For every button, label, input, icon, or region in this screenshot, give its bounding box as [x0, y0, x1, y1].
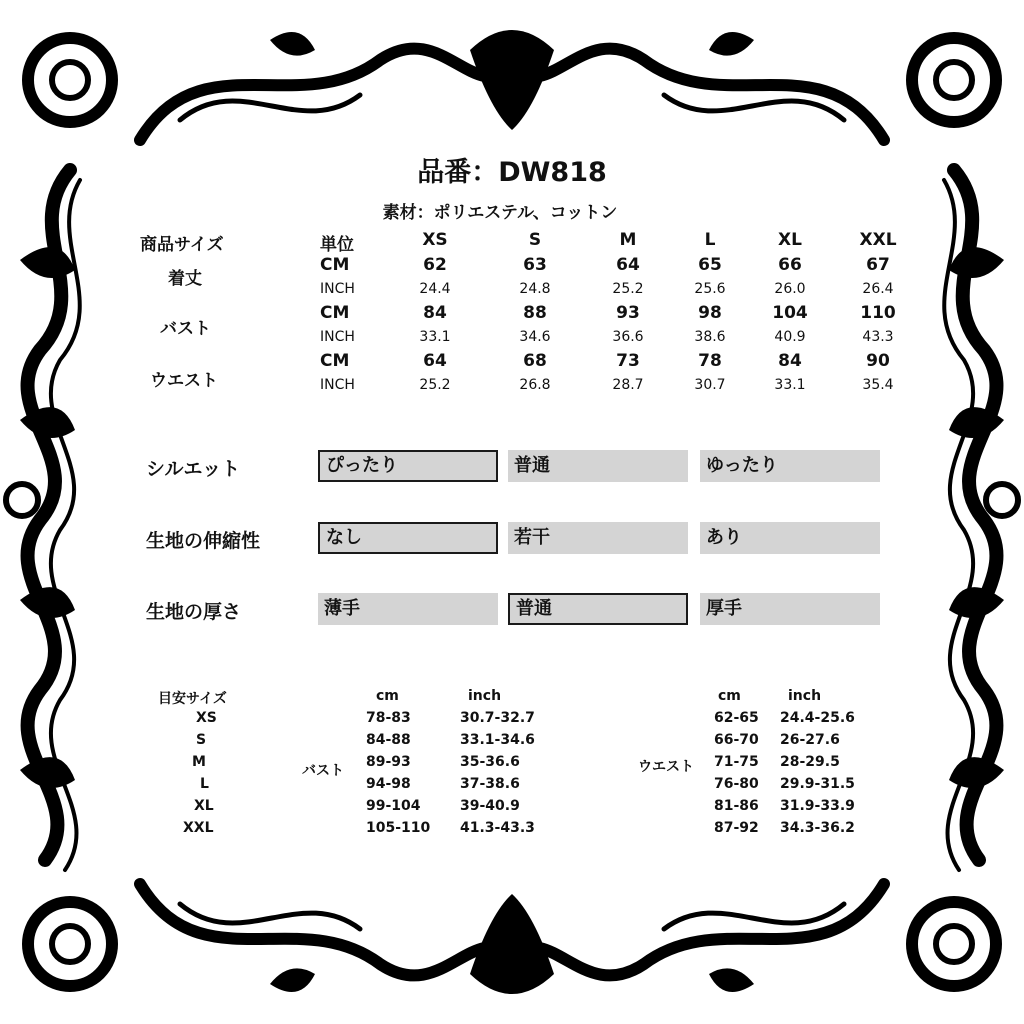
bust-inch-value: 35-36.6 — [460, 754, 520, 770]
waist-inch-value: 34.3-36.2 — [780, 820, 855, 836]
size-table-label-header: 商品サイズ — [140, 235, 224, 255]
unit-cm: CM — [320, 255, 350, 275]
attribute-option: 普通 — [508, 450, 688, 482]
inch-value: 38.6 — [694, 329, 726, 345]
cm-value: 62 — [423, 255, 447, 275]
attribute-option: 若干 — [508, 522, 688, 554]
waist-cm-value: 62-65 — [714, 710, 759, 726]
cm-value: 98 — [698, 303, 722, 323]
waist-cm-value: 87-92 — [714, 820, 759, 836]
cm-value: 84 — [778, 351, 802, 371]
attribute-option-selected: ぴったり — [318, 450, 498, 482]
guide-size: XS — [196, 710, 217, 726]
waist-inch-value: 29.9-31.5 — [780, 776, 855, 792]
inch-value: 26.4 — [862, 281, 894, 297]
waist-inch-header: inch — [788, 688, 822, 704]
waist-cm-value: 76-80 — [714, 776, 759, 792]
bust-inch-header: inch — [468, 688, 502, 704]
size-table-unit-header: 単位 — [320, 235, 354, 255]
waist-cm-header: cm — [718, 688, 741, 704]
waist-cm-value: 71-75 — [714, 754, 759, 770]
inch-value: 36.6 — [612, 329, 644, 345]
attribute-option-selected: 普通 — [508, 593, 688, 625]
material-text: 素材：ポリエステル、コットン — [382, 203, 618, 223]
measure-label: バスト — [160, 319, 211, 339]
bust-inch-value: 30.7-32.7 — [460, 710, 535, 726]
waist-inch-value: 28-29.5 — [780, 754, 840, 770]
bust-cm-value: 99-104 — [366, 798, 421, 814]
measure-label: ウエスト — [150, 371, 218, 391]
size-header-l: L — [704, 230, 716, 250]
bust-cm-value: 94-98 — [366, 776, 411, 792]
inch-value: 43.3 — [862, 329, 894, 345]
bust-cm-value: 105-110 — [366, 820, 431, 836]
size-header-xs: XS — [422, 230, 448, 250]
waist-cm-value: 66-70 — [714, 732, 759, 748]
cm-value: 63 — [523, 255, 547, 275]
inch-value: 30.7 — [694, 377, 726, 393]
bust-inch-value: 41.3-43.3 — [460, 820, 535, 836]
unit-cm: CM — [320, 351, 350, 371]
guide-size: XL — [194, 798, 214, 814]
size-header-xxl: XXL — [859, 230, 897, 250]
waist-label: ウエスト — [638, 759, 694, 775]
inch-value: 33.1 — [774, 377, 806, 393]
inch-value: 26.0 — [774, 281, 806, 297]
bust-cm-value: 78-83 — [366, 710, 411, 726]
cm-value: 93 — [616, 303, 640, 323]
cm-value: 78 — [698, 351, 722, 371]
inch-value: 25.2 — [612, 281, 644, 297]
bust-cm-header: cm — [376, 688, 399, 704]
inch-value: 28.7 — [612, 377, 644, 393]
attribute-option: 薄手 — [318, 593, 498, 625]
guide-size: M — [192, 754, 206, 770]
guide-size: L — [200, 776, 209, 792]
inch-value: 24.8 — [519, 281, 551, 297]
attribute-option: ゆったり — [700, 450, 880, 482]
cm-value: 64 — [616, 255, 640, 275]
inch-value: 24.4 — [419, 281, 451, 297]
waist-inch-value: 26-27.6 — [780, 732, 840, 748]
waist-cm-value: 81-86 — [714, 798, 759, 814]
cm-value: 84 — [423, 303, 447, 323]
measure-label: 着丈 — [168, 269, 202, 289]
inch-value: 40.9 — [774, 329, 806, 345]
size-header-xl: XL — [778, 230, 802, 250]
bust-inch-value: 37-38.6 — [460, 776, 520, 792]
size-header-m: M — [619, 230, 637, 250]
inch-value: 33.1 — [419, 329, 451, 345]
unit-cm: CM — [320, 303, 350, 323]
cm-value: 68 — [523, 351, 547, 371]
attribute-option-selected: なし — [318, 522, 498, 554]
attribute-label: 生地の伸縮性 — [146, 530, 261, 552]
waist-inch-value: 24.4-25.6 — [780, 710, 855, 726]
inch-value: 34.6 — [519, 329, 551, 345]
inch-value: 26.8 — [519, 377, 551, 393]
bust-inch-value: 39-40.9 — [460, 798, 520, 814]
inch-value: 25.6 — [694, 281, 726, 297]
cm-value: 88 — [523, 303, 547, 323]
bust-label: バスト — [302, 763, 344, 779]
cm-value: 64 — [423, 351, 447, 371]
attribute-option: あり — [700, 522, 880, 554]
cm-value: 104 — [772, 303, 808, 323]
bust-cm-value: 84-88 — [366, 732, 411, 748]
unit-inch: INCH — [320, 281, 355, 297]
attribute-label: シルエット — [146, 458, 241, 480]
product-number-title: 品番：DW818 — [417, 157, 607, 188]
cm-value: 110 — [860, 303, 896, 323]
bust-cm-value: 89-93 — [366, 754, 411, 770]
guide-size: XXL — [183, 820, 214, 836]
size-guide-label: 目安サイズ — [158, 691, 227, 707]
inch-value: 35.4 — [862, 377, 894, 393]
unit-inch: INCH — [320, 329, 355, 345]
cm-value: 73 — [616, 351, 640, 371]
cm-value: 66 — [778, 255, 802, 275]
size-header-s: S — [528, 230, 542, 250]
attribute-label: 生地の厚さ — [146, 601, 242, 623]
attribute-option: 厚手 — [700, 593, 880, 625]
cm-value: 90 — [866, 351, 890, 371]
waist-inch-value: 31.9-33.9 — [780, 798, 855, 814]
cm-value: 67 — [866, 255, 890, 275]
inch-value: 25.2 — [419, 377, 451, 393]
unit-inch: INCH — [320, 377, 355, 393]
guide-size: S — [196, 732, 207, 748]
cm-value: 65 — [698, 255, 722, 275]
bust-inch-value: 33.1-34.6 — [460, 732, 535, 748]
